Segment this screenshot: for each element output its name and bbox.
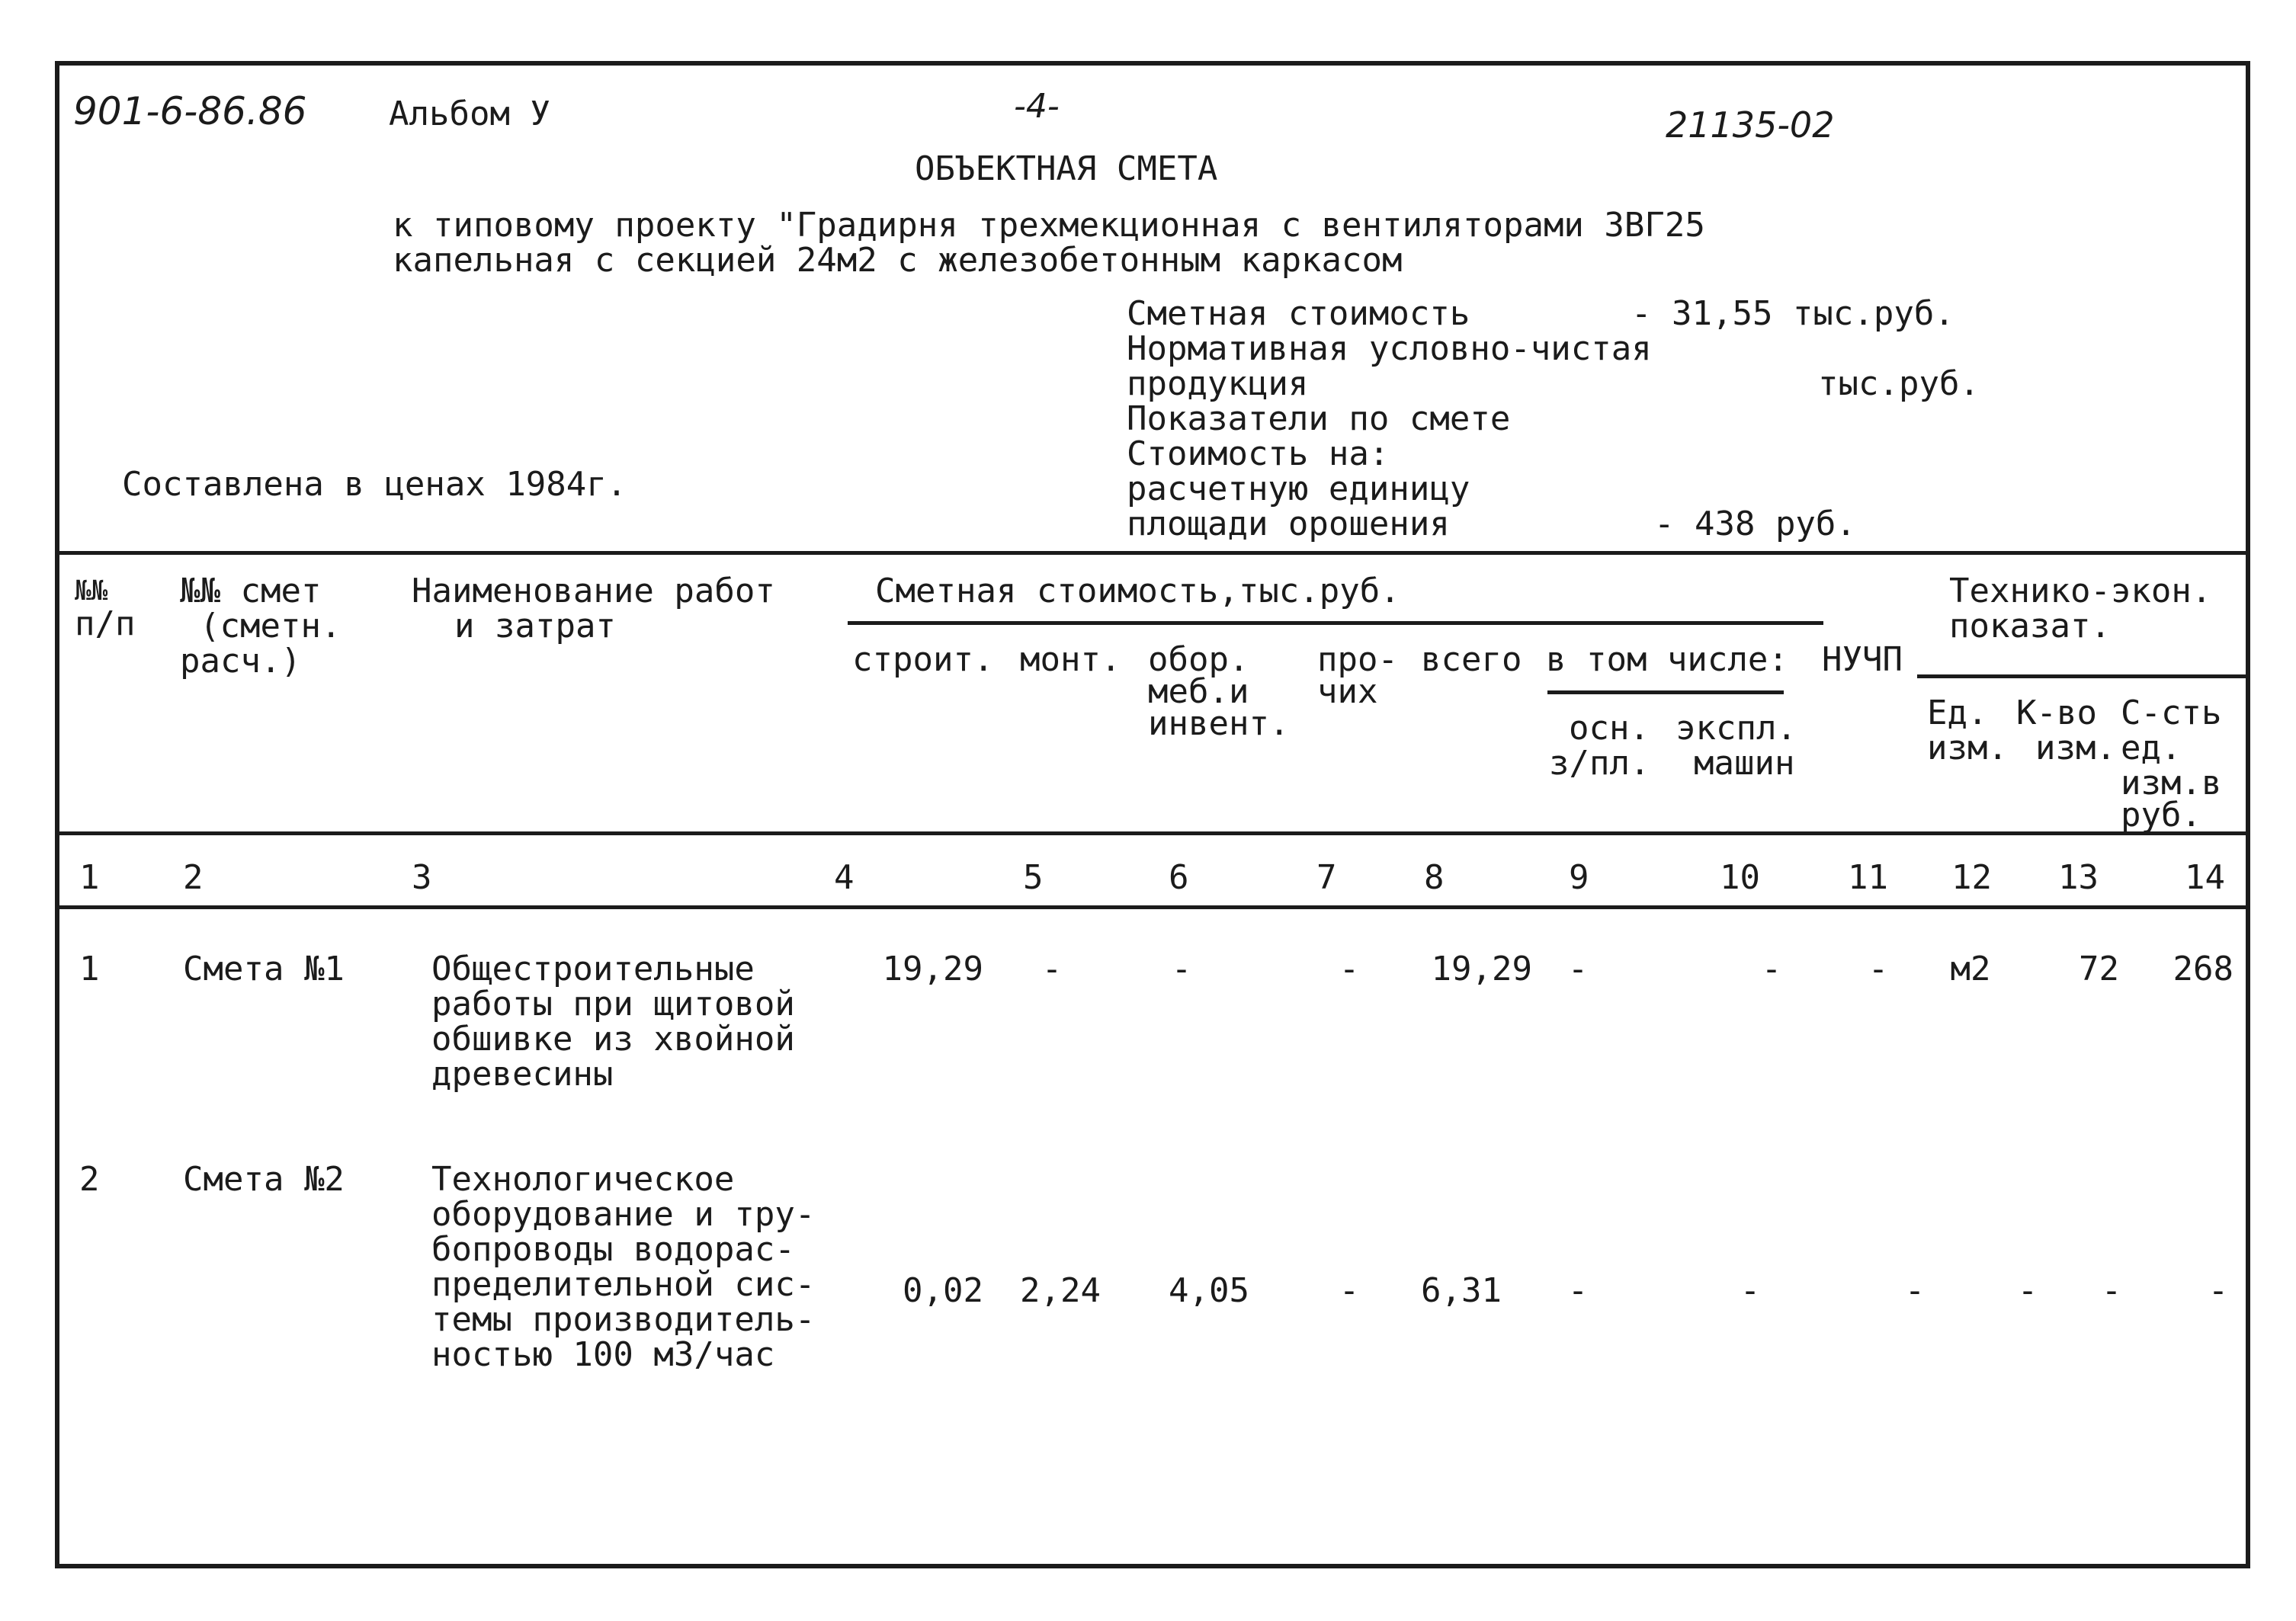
tech-group-header-2: показат. — [1949, 607, 2111, 646]
col-obor-header-3: инвент. — [1148, 704, 1290, 743]
subtitle-line-1: к типовому проекту "Градирня трехмекционная с вентиляторами 3ВГ25 — [393, 206, 1705, 245]
row-osn: - — [1567, 1271, 1589, 1310]
unit-cost-value: - 438 руб. — [1654, 505, 1856, 543]
incl-header: в том числе: — [1546, 640, 1788, 679]
col-estimate-header-2: (сметн. — [200, 607, 342, 646]
col-unitcost-header-2: ед. — [2121, 729, 2182, 767]
col-num-header: №№ — [75, 575, 108, 607]
column-number: 14 — [2185, 858, 2225, 897]
row-name-line: Технологическое — [431, 1160, 735, 1199]
col-obor-header-2: меб.и — [1148, 672, 1249, 711]
column-number: 1 — [79, 858, 100, 897]
col-ekspl-header: экспл. — [1676, 709, 1797, 748]
prices-note: Составлена в ценах 1984г. — [122, 465, 627, 504]
row-mont: 2,24 — [1020, 1271, 1101, 1310]
row-obor: - — [1171, 950, 1192, 988]
row-mont: - — [1041, 950, 1063, 988]
col-proch-header: про- — [1317, 640, 1398, 679]
row-ekspl: - — [1740, 1271, 1761, 1310]
document-number: 21135-02 — [1666, 104, 1835, 146]
col-estimate-header-3: расч.) — [180, 642, 301, 681]
row-name-line: ностью 100 м3/час — [431, 1335, 775, 1374]
column-number: 11 — [1848, 858, 1888, 897]
col-estimate-header: №№ смет — [180, 572, 322, 610]
col-unitcost-header-3: изм.в — [2121, 764, 2222, 802]
estimated-cost-label: Сметная стоимость — [1127, 294, 1470, 333]
row-nuchp: - — [1868, 950, 1889, 988]
row-obor: 4,05 — [1169, 1271, 1249, 1310]
row-unit-cost: 268 — [2173, 950, 2233, 988]
estimated-cost-value: - 31,55 тыс.руб. — [1631, 294, 1954, 333]
column-number: 8 — [1424, 858, 1445, 897]
row-stroit: 0,02 — [903, 1271, 983, 1310]
col-name-header: Наименование работ — [412, 572, 775, 610]
col-nuchp-header: НУЧП — [1822, 640, 1903, 679]
column-number: 2 — [183, 858, 204, 897]
tech-group-header: Технико-экон. — [1949, 572, 2212, 610]
row-stroit: 19,29 — [882, 950, 983, 988]
col-ekspl-header-2: машин — [1694, 744, 1795, 783]
column-number: 13 — [2058, 858, 2099, 897]
col-unitcost-header: С-сть — [2121, 694, 2222, 732]
col-obor-header: обор. — [1148, 640, 1249, 679]
row-unit-cost: - — [2208, 1271, 2229, 1310]
row-name-line: Общестроительные — [431, 950, 755, 988]
col-qty-header-2: изм. — [2035, 729, 2116, 767]
table-top-rule — [59, 551, 2246, 555]
col-total-header: всего — [1421, 640, 1522, 679]
col-unitcost-header-4: руб. — [2121, 796, 2201, 835]
row-proch: - — [1339, 1271, 1360, 1310]
column-number: 7 — [1316, 858, 1337, 897]
column-number: 9 — [1569, 858, 1589, 897]
row-nuchp: - — [1904, 1271, 1926, 1310]
column-numbers-rule — [59, 905, 2246, 909]
row-name-line: работы при щитовой — [431, 985, 795, 1024]
album-label: Альбом У — [389, 95, 550, 133]
normative-label-line-1: Нормативная условно-чистая — [1127, 329, 1652, 368]
row-total: 6,31 — [1421, 1271, 1502, 1310]
row-unit: м2 — [1950, 950, 1991, 988]
column-number: 12 — [1951, 858, 1992, 897]
row-qty: - — [2101, 1271, 2122, 1310]
row-total: 19,29 — [1431, 950, 1532, 988]
indicators-label: Показатели по смете — [1127, 399, 1511, 438]
row-name-line: оборудование и тру- — [431, 1195, 816, 1234]
col-unit-header: Ед. — [1927, 694, 1988, 732]
column-number: 6 — [1169, 858, 1189, 897]
col-qty-header: К-во — [2016, 694, 2097, 732]
subtitle-line-2: капельная с секцией 24м2 с железобетонным каркасом — [393, 241, 1403, 280]
incl-group-rule — [1547, 690, 1784, 694]
row-name-line: бопроводы водорас- — [431, 1230, 795, 1269]
row-proch: - — [1339, 950, 1360, 988]
col-mont-header: монт. — [1020, 640, 1121, 679]
normative-unit: тыс.руб. — [1818, 364, 1980, 403]
col-unit-header-2: изм. — [1927, 729, 2008, 767]
header-bottom-rule — [59, 831, 2246, 835]
cost-per-label: Стоимость на: — [1127, 434, 1390, 473]
row-estimate: Смета №2 — [183, 1160, 345, 1199]
row-name-line: пределительной сис- — [431, 1265, 816, 1304]
document-frame — [55, 61, 2250, 1568]
row-ekspl: - — [1761, 950, 1782, 988]
col-osn-header-2: з/пл. — [1549, 744, 1650, 783]
row-unit: - — [2017, 1271, 2038, 1310]
document-title: ОБЪЕКТНАЯ СМЕТА — [915, 149, 1218, 188]
col-num-header-2: п/п — [75, 604, 136, 643]
page-number: -4- — [1014, 87, 1060, 126]
row-osn: - — [1567, 950, 1589, 988]
unit-label-line-1: расчетную единицу — [1127, 469, 1470, 508]
column-number: 5 — [1023, 858, 1044, 897]
unit-label-line-2: площади орошения — [1127, 505, 1450, 543]
row-name-line: темы производитель- — [431, 1300, 816, 1339]
row-qty: 72 — [2079, 950, 2119, 988]
row-name-line: обшивке из хвойной — [431, 1020, 795, 1059]
cost-group-rule — [848, 621, 1823, 625]
column-number: 4 — [834, 858, 855, 897]
row-number: 2 — [79, 1160, 100, 1199]
col-name-header-2: и затрат — [454, 607, 616, 646]
row-name-line: древесины — [431, 1055, 614, 1094]
project-code: 901-6-86.86 — [73, 89, 307, 133]
col-proch-header-2: чих — [1317, 672, 1378, 711]
row-number: 1 — [79, 950, 100, 988]
col-stroit-header: строит. — [852, 640, 994, 679]
tech-group-rule — [1917, 674, 2246, 678]
column-number: 10 — [1720, 858, 1760, 897]
row-estimate: Смета №1 — [183, 950, 345, 988]
cost-group-header: Сметная стоимость,тыс.руб. — [875, 572, 1400, 610]
col-osn-header: осн. — [1569, 709, 1650, 748]
normative-label-line-2: продукция — [1127, 364, 1309, 403]
column-number: 3 — [412, 858, 432, 897]
